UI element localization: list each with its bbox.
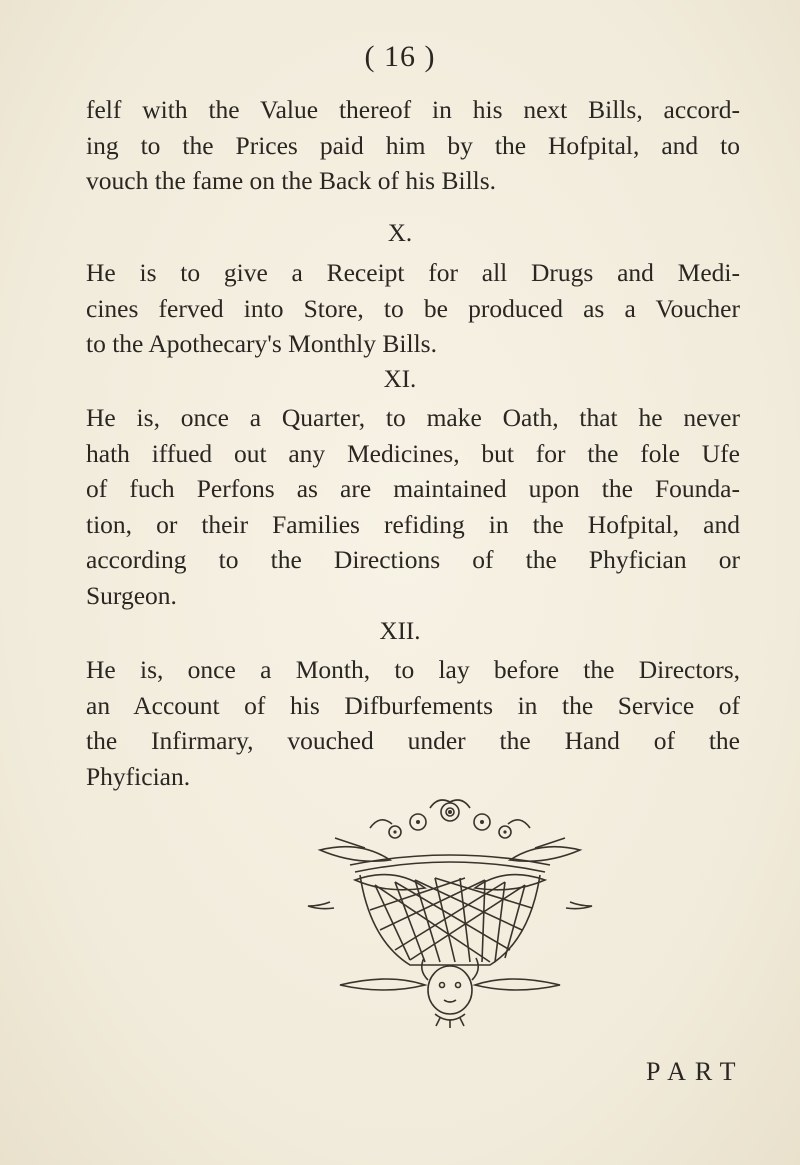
section-x-paragraph <box>86 255 740 362</box>
section-number-xii: XII. <box>379 618 421 645</box>
text-line: He is, once a Quarter, to make Oath, that he never <box>86 403 740 432</box>
text-line: tion, or their Families refiding in the Hofpital, and <box>86 509 740 539</box>
intro-paragraph <box>86 92 740 199</box>
text-line: ing to the Prices paid him by the Hofpital, and to <box>86 130 740 160</box>
text-line: an Account of his Difburfements in the Service of <box>86 690 740 720</box>
text-line: vouch the fame on the Back of his Bills. <box>86 166 497 195</box>
text-line: He is, once a Month, to lay before the Directors, <box>86 655 740 684</box>
text-line: felf with the Value thereof in his next Bills, accord- <box>86 95 740 124</box>
text-line: Phyfician. <box>86 761 191 791</box>
text-line: to the Apothecary's Monthly Bills. <box>86 329 437 358</box>
section-xi-paragraph <box>86 400 740 613</box>
text-line: of fuch Perfons as are maintained upon the Founda- <box>86 474 740 503</box>
section-number-x: X. <box>387 220 413 247</box>
section-number-xi: XI. <box>383 366 417 393</box>
section-xii-paragraph <box>86 652 740 794</box>
text-line: cines ferved into Store, to be produced as a Voucher <box>86 293 740 323</box>
text-line: Surgeon. <box>86 580 177 610</box>
text-line: He is to give a Receipt for all Drugs and Medi- <box>86 258 740 287</box>
page-number-header: ( 16 ) <box>364 40 436 73</box>
text-line: the Infirmary, vouched under the Hand of the <box>86 726 740 755</box>
basket-of-flowers-ornament-icon <box>300 790 600 1030</box>
text-line: hath iffued out any Medicines, but for the fole Ufe <box>86 438 740 468</box>
text-line: according to the Directions of the Phyfician or <box>86 545 740 574</box>
catchword: PART <box>646 1057 745 1086</box>
